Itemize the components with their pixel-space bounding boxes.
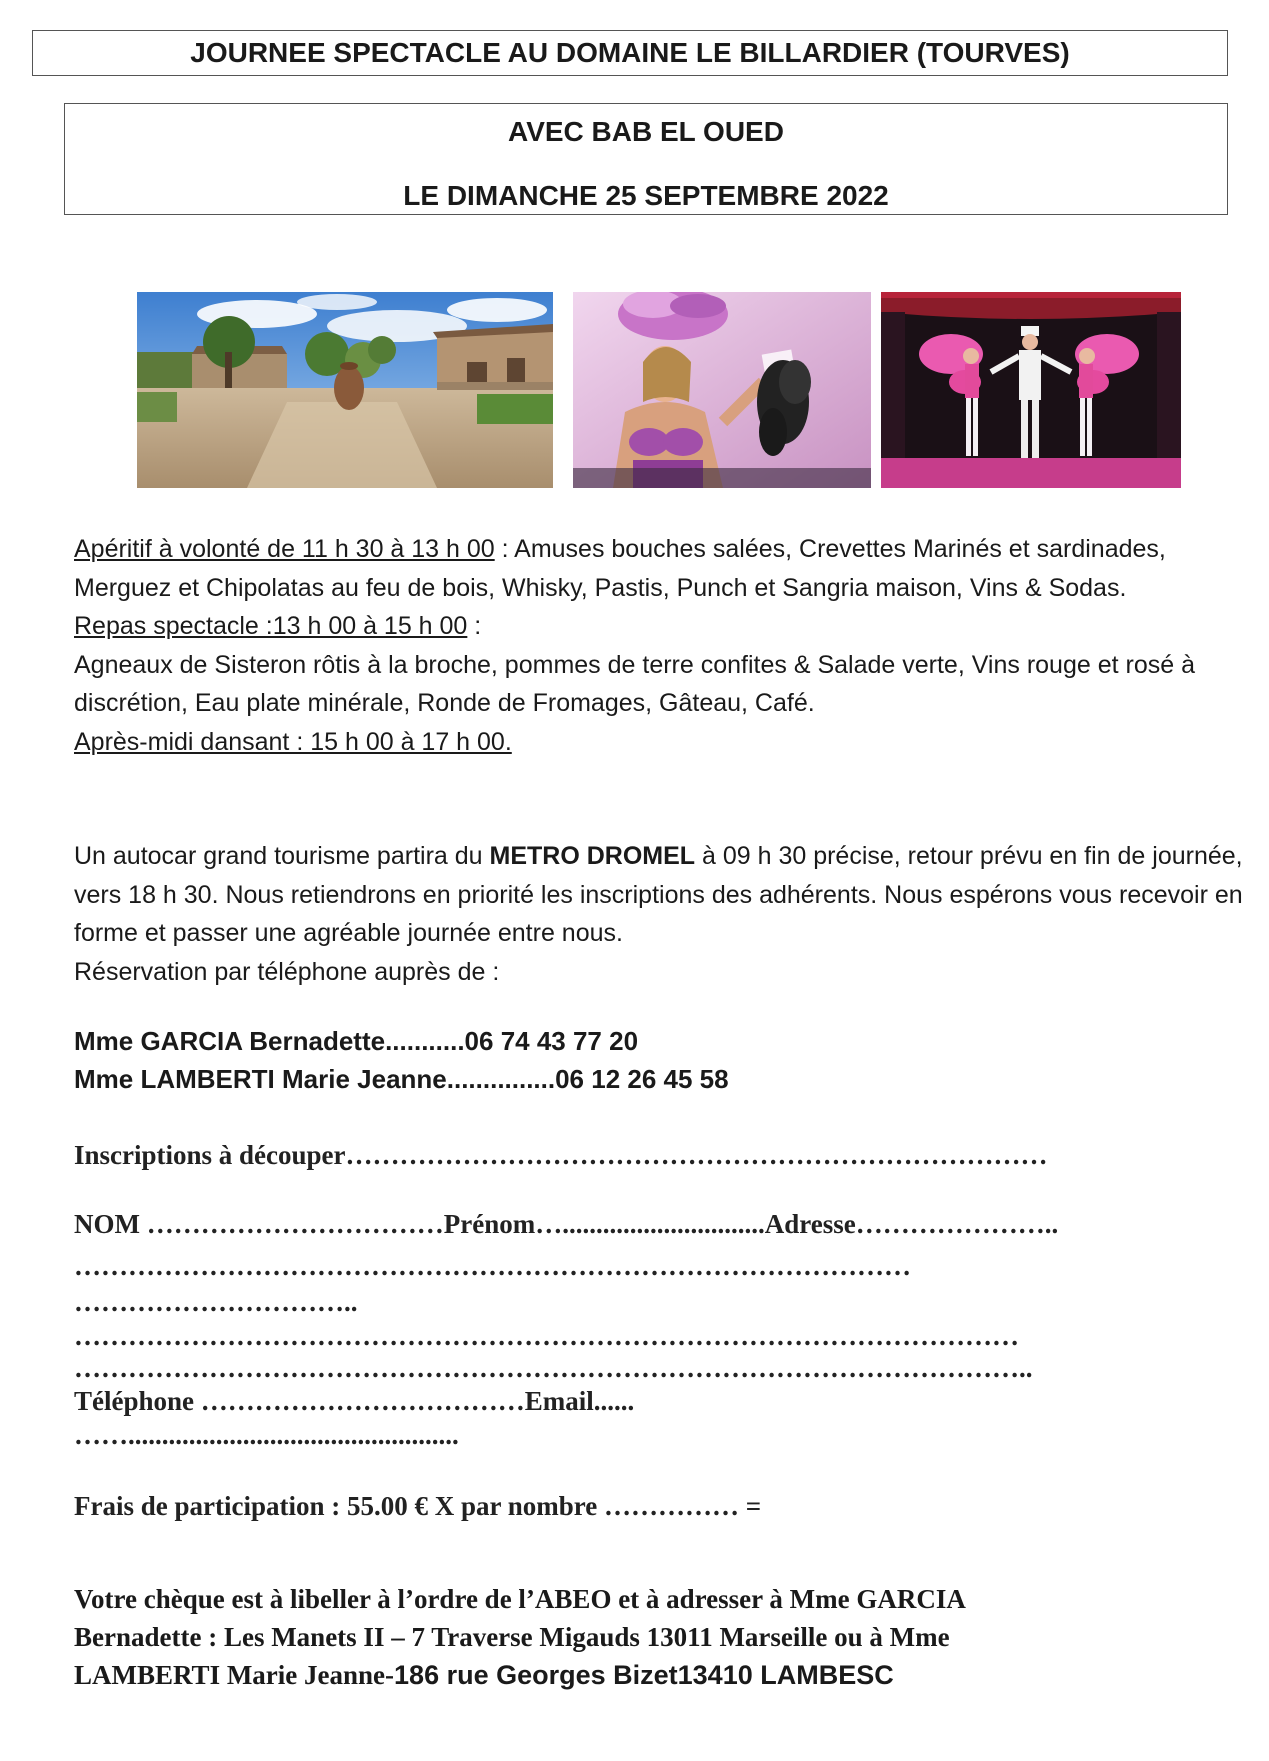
form-phone-line: Téléphone ………………………………Email......	[74, 1386, 635, 1416]
photo-stage-show	[881, 292, 1181, 488]
repas-heading	[74, 607, 1234, 646]
main-title	[32, 30, 1228, 76]
aperitif-text: : Amuses bouches salées, Crevettes Marinés et sardinades, Merguez et Chipolatas au feu de bois, Whisky, Pastis, Punch et Sangria maison, Vins & Sodas.	[74, 535, 1166, 602]
form-dots-1: …………………………………………………………………………………	[74, 1251, 911, 1281]
payment-line-3	[74, 1656, 1234, 1694]
apres-midi-label: Après-midi dansant : 15 h 00 à 17 h 00.	[74, 727, 512, 756]
form-dots-4: ……………………………………………………………………………………………..	[74, 1353, 1033, 1383]
payment-line-2: Bernadette : Les Manets II – 7 Traverse Migauds 13011 Marseille ou à Mme	[74, 1622, 950, 1652]
repas-suffix: :	[467, 612, 482, 640]
contact-lamberti: Mme LAMBERTI Marie Jeanne...............06 12 26 45 58	[74, 1064, 729, 1094]
contacts-list	[74, 1022, 729, 1098]
form-dots-3: ……………………………………………………………………………………………	[74, 1321, 1019, 1351]
transport-text-before: Un autocar grand tourisme partira du	[74, 842, 490, 870]
apres-midi	[74, 723, 1234, 762]
aperitif-label: Apéritif à volonté de 11 h 30 à 13 h 00	[74, 535, 495, 563]
repas-text: Agneaux de Sisteron rôtis à la broche, pommes de terre confites & Salade verte, Vins rouge et rosé à discrétion, Eau plate minérale, Ronde de Fromages, Gâteau, Café.	[74, 650, 1195, 717]
photo-domain-courtyard	[137, 292, 553, 488]
transport-text-after: à 09 h 30 précise, retour prévu en fin de journée, vers 18 h 30. Nous retiendrons en priorité les inscriptions des adhérents. Nous espérons vous recevoir en forme et passer une agréable journée entre nous.	[74, 842, 1243, 947]
form-dots-2: …………………………..	[74, 1287, 358, 1317]
main-title-text: JOURNEE SPECTACLE AU DOMAINE LE BILLARDIER (TOURVES)	[190, 37, 1070, 68]
transport-section	[74, 837, 1244, 991]
contact-garcia: Mme GARCIA Bernadette...........06 74 43 77 20	[74, 1026, 639, 1056]
payment-section	[74, 1580, 1234, 1694]
subtitle-artist: AVEC BAB EL OUED	[508, 116, 784, 147]
subtitle-box	[64, 103, 1228, 215]
form-dots-5: …….................................................	[74, 1420, 459, 1450]
transport-paragraph	[74, 837, 1244, 953]
aperitif-paragraph	[74, 530, 1234, 607]
payment-line-3-address: 186 rue Georges Bizet13410 LAMBESC	[394, 1660, 894, 1690]
payment-line-3-name: LAMBERTI Marie Jeanne-	[74, 1660, 395, 1690]
repas-label: Repas spectacle :13 h 00 à 15 h 00	[74, 612, 468, 640]
payment-line-1: Votre chèque est à libeller à l’ordre de l’ABEO et à adresser à Mme GARCIA	[74, 1584, 966, 1614]
form-cut-line: Inscriptions à découper……………………………………………………………………	[74, 1140, 1048, 1170]
subtitle-date: LE DIMANCHE 25 SEPTEMBRE 2022	[403, 180, 889, 211]
reservation-text: Réservation par téléphone auprès de :	[74, 957, 500, 986]
program-section	[74, 530, 1234, 761]
transport-meeting-point: METRO DROMEL	[489, 842, 696, 870]
photo-dancer	[573, 292, 871, 488]
form-name-line: NOM ……………………………Prénom…..............................Adresse…………………..	[74, 1209, 1059, 1239]
form-fee-line: Frais de participation : 55.00 € X par nombre …………… =	[74, 1491, 762, 1521]
